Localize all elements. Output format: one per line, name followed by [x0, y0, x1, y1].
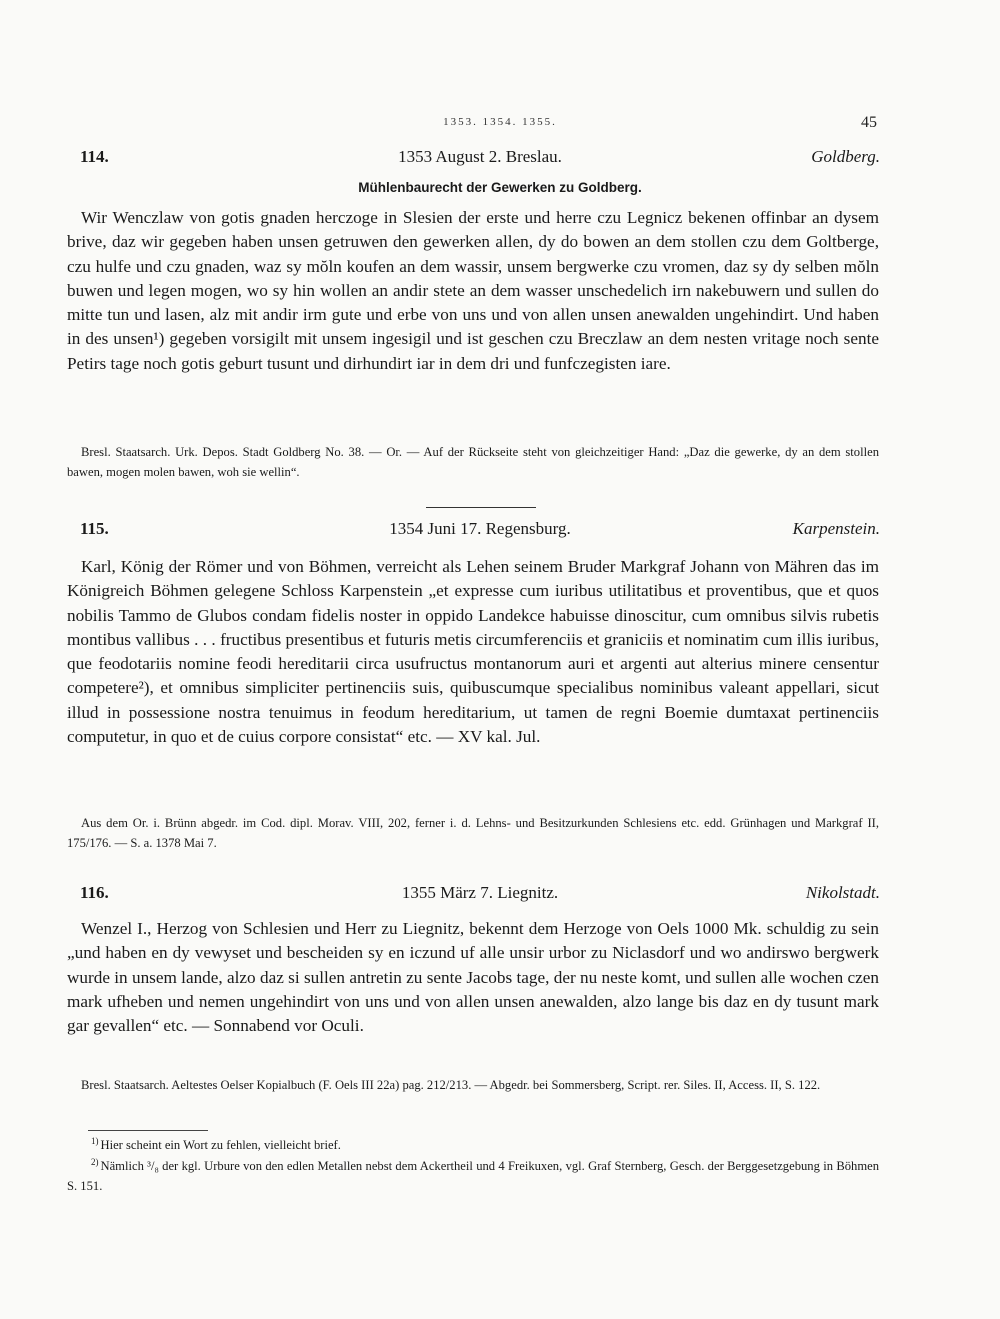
document-text-114: Wir Wenczlaw von gotis gnaden herczoge in Slesien der erste und herre czu Legnicz bekenen offinbar an dysem brive, daz wir gegeben haben unsen getruwen den gewerken allen, dy do bowen an dem stollen czu dem Goltberge, czu hulfe und czu gnaden, waz sy mŏln koufen an dem wassir, unsem bergwerke czu vromen, daz sy dy selben mŏln buwen und legen mogen, wo sy hin wollen an andir stete an dem wasser unschedelich irn nakebuwern und sullen do mitte tun und lasen, alz mit andir irm gute und erbe von uns und von allen unsen anewalden ungehindirt. Und haben in des unsen¹) gegeben vorsigilt mit unsem ingesigil und ist geschen czu Breczlaw an dem nesten vritage noch sente Petirs tage noch gotis geburt tusunt und dirhundirt iar in dem dri und funfczegisten iare. [67, 208, 879, 373]
page-number: 45 [861, 114, 877, 131]
document-place: Goldberg. [811, 147, 880, 166]
document-header-115 [80, 519, 880, 545]
document-number: 115. [80, 519, 109, 538]
document-number: 116. [80, 883, 109, 902]
document-date: 1353 August 2. Breslau. [398, 147, 562, 166]
document-title: Mühlenbaurecht der Gewerken zu Goldberg. [358, 180, 642, 195]
document-text-116: Wenzel I., Herzog von Schlesien und Herr zu Liegnitz, bekennt dem Herzoge von Oels 1000 Mk. schuldig zu sein „und haben en dy vewyset und bescheiden sy en iczund uf alle unsir urbor zu Niclasdorf und wo andirswo bergwerk wurde in unsem lande, alzo daz si sullen antretin zu sente Jacobs tage, der nu neste komt, und sullen alle wochen czen mark ufheben und nemen ungehindirt von uns und von allen unsen anewalden, alzo lange bis daz en dy tusunt mark gar gevallen“ etc. — Sonnabend vor Oculi. [67, 919, 879, 1036]
source-note-115: Aus dem Or. i. Brünn abgedr. im Cod. dipl. Morav. VIII, 202, ferner i. d. Lehns- und Besitzurkunden Schlesiens etc. edd. Grünhagen und Markgraf II, 175/176. — S. a. 1378 Mai 7. [67, 816, 879, 850]
document-header-116 [80, 883, 880, 909]
footnote-2 [67, 1152, 879, 1196]
footnote-marker: 2) [91, 1157, 99, 1167]
document-date: 1355 März 7. Liegnitz. [401, 883, 559, 902]
footnote-text: Hier scheint ein Wort zu fehlen, vielleicht brief. [100, 1138, 341, 1153]
running-head: 1353. 1354. 1355. [443, 116, 557, 128]
section-separator [426, 507, 536, 508]
footnote-marker: 1) [91, 1136, 99, 1146]
document-header-114 [80, 147, 880, 173]
source-note-114: Bresl. Staatsarch. Urk. Depos. Stadt Goldberg No. 38. — Or. — Auf der Rückseite steht von gleichzeitiger Hand: „Daz die gewerke, dy an dem stollen bawen, mogen molen bawen, woh sie wellin“. [67, 445, 879, 479]
document-number: 114. [80, 147, 109, 166]
document-text-115: Karl, König der Römer und von Böhmen, verreicht als Lehen seinem Bruder Markgraf Johann von Mähren das im Königreich Böhmen gelegene Schloss Karpenstein „et expresse cum iuribus utilitatibus et proventibus, que et quos nobilis Tammo de Glubos condam fidelis noster in oppido Landekce habuisse dinoscitur, cum omnibus silvis rubetis montibus vallibus . . . fructibus presentibus et futuris metis circumferenciis et graniciis et nominatim cum illis iuribus, que feodotariis nomine feodi hereditarii circa usufructus montanorum auri et argenti aut alterius minere censentur competere²), et omnibus simpliciter pertinenciis suis, quibuscumque specialibus nominibus valeant appellari, sicut illud in possessione nostra tenuimus in feodum hereditarium, ut tamen de regni Boemie dumtaxat pertinenciis computetur, in quo et de cuius corpore consistat“ etc. — XV kal. Jul. [67, 557, 879, 747]
document-place: Karpenstein. [792, 519, 880, 538]
document-place: Nikolstadt. [805, 883, 880, 902]
footnote-text: Nämlich ³/₈ der kgl. Urbure von den edlen Metallen nebst dem Ackertheil und 4 Freikuxen, vgl. Graf Sternberg, Gesch. der Berggesetzgebung in Böhmen S. 151. [67, 1159, 879, 1194]
source-note-116: Bresl. Staatsarch. Aeltestes Oelser Kopialbuch (F. Oels III 22a) pag. 212/213. — Abgedr. bei Sommersberg, Script. rer. Siles. II, Access. II, S. 122. [81, 1078, 821, 1092]
document-date: 1354 Juni 17. Regensburg. [389, 519, 571, 538]
